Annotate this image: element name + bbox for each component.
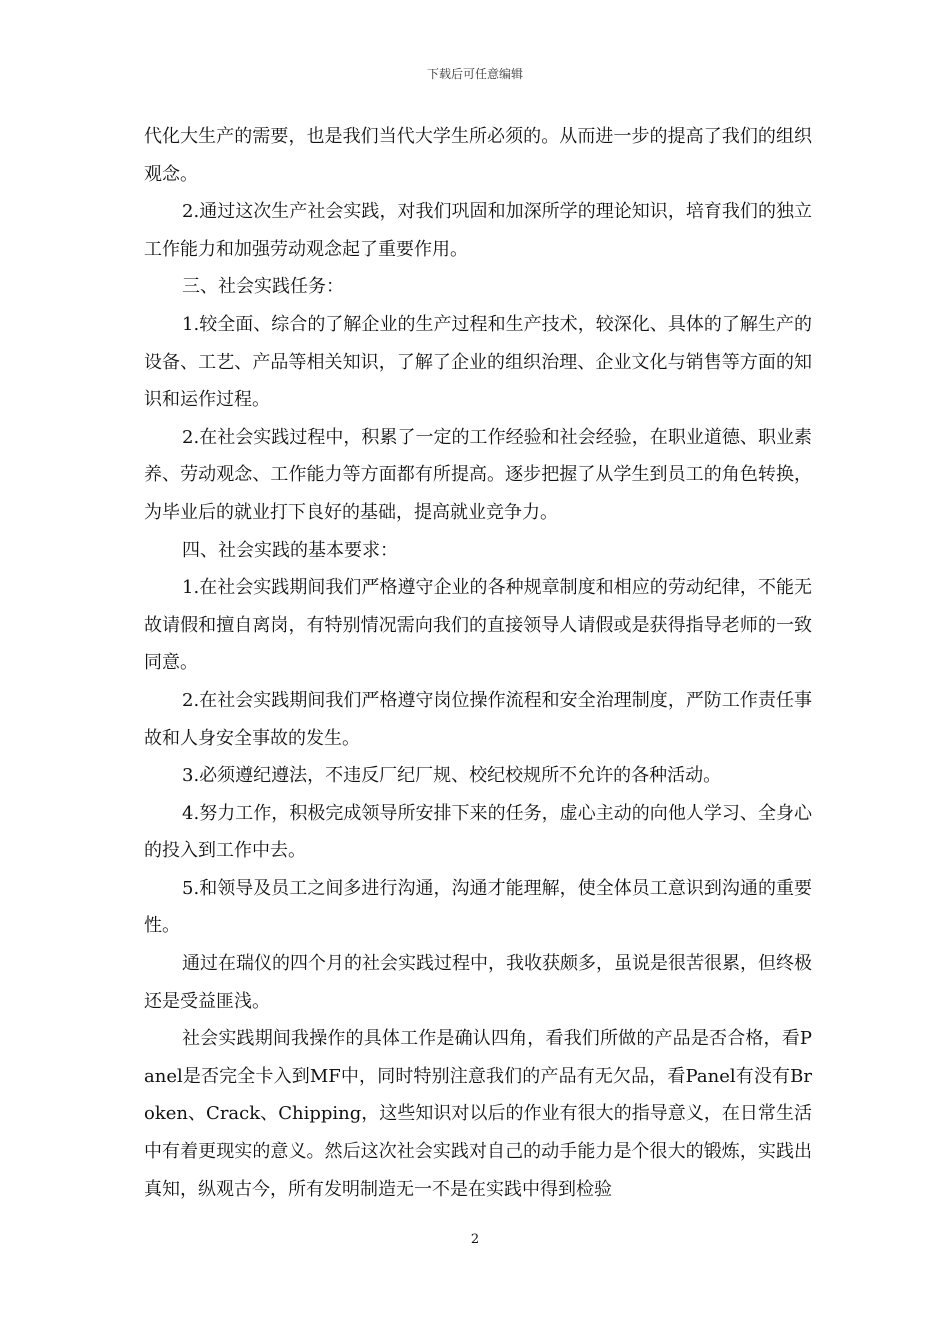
page-header: 下载后可任意编辑 <box>426 67 523 81</box>
section-heading: 三、社会实践任务： <box>182 276 344 298</box>
paragraph: 2.在社会实践过程中，积累了一定的工作经验和社会经验，在职业道德、职业素养、劳动观念、工作能力等方面都有所提高。逐步把握了从学生到员工的角色转换，为毕业后的就业打下良好的基础，提高就业竞争力。 <box>144 426 812 523</box>
paragraph: 代化大生产的需要，也是我们当代大学生所必须的。从而进一步的提高了我们的组织观念。 <box>144 126 812 185</box>
paragraph: 2.在社会实践期间我们严格遵守岗位操作流程和安全治理制度，严防工作责任事故和人身安全事故的发生。 <box>144 689 812 749</box>
paragraph: 1.较全面、综合的了解企业的生产过程和生产技术，较深化、具体的了解生产的设备、工艺、产品等相关知识，了解了企业的组织治理、企业文化与销售等方面的知识和运作过程。 <box>144 313 812 411</box>
document-body <box>144 118 812 1208</box>
paragraph: 社会实践期间我操作的具体工作是确认四角，看我们所做的产品是否合格，看Panel是否完全卡入到MF中，同时特别注意我们的产品有无欠品，看Panel有没有Broken、Crack、Chipping，这些知识对以后的作业有很大的指导意义，在日常生活中有着更现实的意义。然后这次社会实践对自己的动手能力是个很大的锻炼，实践出真知，纵观古今，所有发明制造无一不是在实践中得到检验 <box>144 1028 812 1200</box>
paragraph: 4.努力工作，积极完成领导所安排下来的任务，虚心主动的向他人学习、全身心的投入到工作中去。 <box>144 802 812 862</box>
paragraph: 5.和领导及员工之间多进行沟通，沟通才能理解，使全体员工意识到沟通的重要性。 <box>144 877 812 937</box>
paragraph: 通过在瑞仪的四个月的社会实践过程中，我收获颇多，虽说是很苦很累，但终极还是受益匪浅。 <box>144 953 812 1012</box>
paragraph: 1.在社会实践期间我们严格遵守企业的各种规章制度和相应的劳动纪律，不能无故请假和擅自离岗，有特别情况需向我们的直接领导人请假或是获得指导老师的一致同意。 <box>144 577 812 674</box>
section-heading: 四、社会实践的基本要求： <box>182 539 398 561</box>
page-number: 2 <box>470 1232 480 1247</box>
paragraph: 3.必须遵纪遵法，不违反厂纪厂规、校纪校规所不允许的各种活动。 <box>182 765 722 787</box>
paragraph: 2.通过这次生产社会实践，对我们巩固和加深所学的理论知识，培育我们的独立工作能力和加强劳动观念起了重要作用。 <box>144 201 812 260</box>
